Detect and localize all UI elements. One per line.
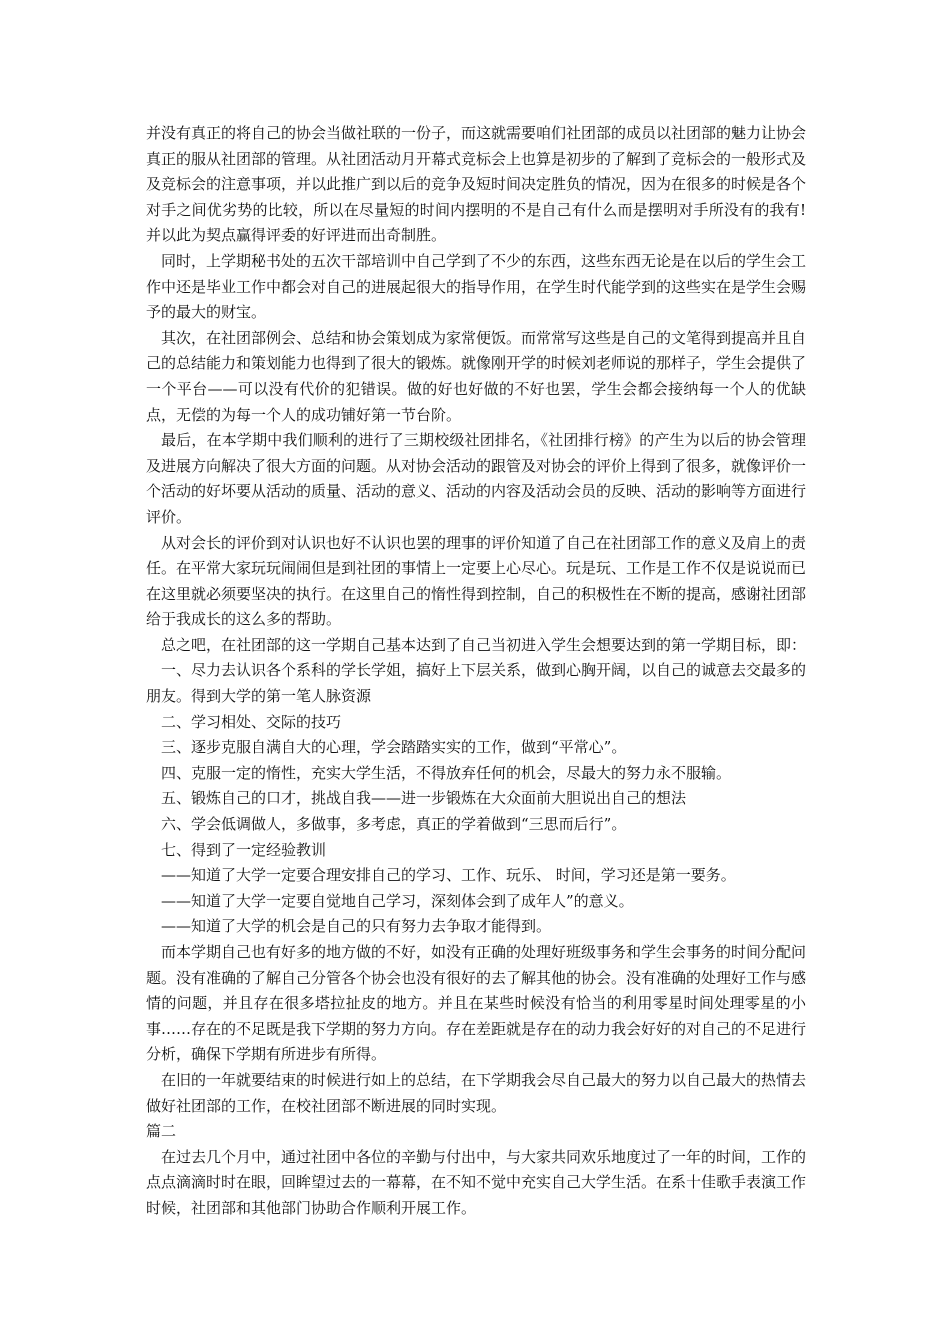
section-heading: 篇二 [146, 1122, 177, 1141]
list-item-1: 一、尽力去认识各个系科的学长学姐，搞好上下层关系，做到心胸开阔，以自己的诚意去交最多的朋友。得到大学的第一笔人脉资源 [146, 661, 807, 706]
document-body [146, 121, 806, 1222]
paragraph-5: 从对会长的评价到对认识也好不认识也罢的理事的评价知道了自己在社团部工作的意义及肩上的责任。在平常大家玩玩闹闹但是到社团的事情上一定要上心尽心。玩是玩、工作是工作不仅是说说而已在这里就必须要坚决的执行。在这里自己的惰性得到控制，自己的积极性在不断的提高，感谢社团部给于我成长的这么多的帮助。 [146, 533, 807, 629]
paragraph-1: 并没有真正的将自己的协会当做社联的一份子，而这就需要咱们社团部的成员以社团部的魅力让协会真正的服从社团部的管理。从社团活动月开幕式竞标会上也算是初步的了解到了竞标会的一般形式及及竞标会的注意事项，并以此推广到以后的竞争及短时间决定胜负的情况，因为在很多的时候是各个对手之间优劣势的比较，所以在尽量短的时间内摆明的不是自己有什么而是摆明对手所没有的我有!并以此为契点赢得评委的好评进而出奇制胜。 [146, 124, 807, 245]
list-item-5: 五、锻炼自己的口才，挑战自我——进一步锻炼在大众面前大胆说出自己的想法 [161, 789, 687, 808]
lesson-item-2: ——知道了大学一定要自觉地自己学习，深刻体会到了成年人”的意义。 [161, 891, 634, 910]
paragraph-section2-intro: 在过去几个月中，通过社团中各位的辛勤与付出中，与大家共同欢乐地度过了一年的时间，工作的点点滴滴时时在眼，回眸望过去的一幕幕，在不知不觉中充实自己大学生活。在系十佳歌手表演工作时候，社团部和其他部门协助合作顺利开展工作。 [146, 1147, 807, 1217]
list-item-3: 三、逐步克服自满自大的心理，学会踏踏实实的工作，做到“平常心”。 [161, 738, 627, 757]
list-item-7: 七、得到了一定经验教训 [161, 840, 327, 859]
list-item-2: 二、学习相处、交际的技巧 [161, 712, 342, 731]
paragraph-conclusion: 在旧的一年就要结束的时候进行如上的总结，在下学期我会尽自己最大的努力以自己最大的热情去做好社团部的工作，在校社团部不断进展的同时实现。 [146, 1070, 807, 1115]
paragraph-2: 同时，上学期秘书处的五次干部培训中自己学到了不少的东西，这些东西无论是在以后的学生会工作中还是毕业工作中都会对自己的进展起很大的指导作用，在学生时代能学到的这些实在是学生会赐予的最大的财宝。 [146, 251, 807, 322]
paragraph-6: 总之吧，在社团部的这一学期自己基本达到了自己当初进入学生会想要达到的第一学期目标，即： [161, 635, 807, 654]
paragraph-shortcomings: 而本学期自己也有好多的地方做的不好，如没有正确的处理好班级事务和学生会事务的时间分配问题。没有准确的了解自己分管各个协会也没有很好的去了解其他的协会。没有准确的处理好工作与感情的问题，并且存在很多塔拉扯皮的地方。并且在某些时候没有恰当的利用零星时间处理零星的小事……存在的不足既是我下学期的努力方向。存在差距就是存在的动力我会好好的对自己的不足进行分析，确保下学期有所进步有所得。 [146, 943, 807, 1064]
lesson-item-3: ——知道了大学的机会是自己的只有努力去争取才能得到。 [161, 917, 552, 936]
paragraph-4: 最后，在本学期中我们顺利的进行了三期校级社团排名，《社团排行榜》的产生为以后的协会管理及进展方向解决了很大方面的问题。从对协会活动的跟管及对协会的评价上得到了很多，就像评价一个活动的好坏要从活动的质量、活动的意义、活动的内容及活动会员的反映、活动的影响等方面进行评价。 [146, 431, 807, 526]
list-item-6: 六、学会低调做人，多做事，多考虑，真正的学着做到“三思而后行”。 [161, 815, 627, 834]
lesson-item-1: ——知道了大学一定要合理安排自己的学习、工作、玩乐、 时间，学习还是第一要务。 [161, 866, 736, 885]
paragraph-3: 其次，在社团部例会、总结和协会策划成为家常便饭。而常常写这些是自己的文笔得到提高并且自己的总结能力和策划能力也得到了很大的锻炼。就像刚开学的时候刘老师说的那样子，学生会提供了一个平台——可以没有代价的犯错误。做的好也好做的不好也罢，学生会都会接纳每一个人的优缺点，无偿的为每一个人的成功铺好第一节台阶。 [146, 328, 807, 424]
list-item-4: 四、克服一定的惰性，充实大学生活，不得放弃任何的机会，尽最大的努力永不服输。 [161, 763, 732, 782]
